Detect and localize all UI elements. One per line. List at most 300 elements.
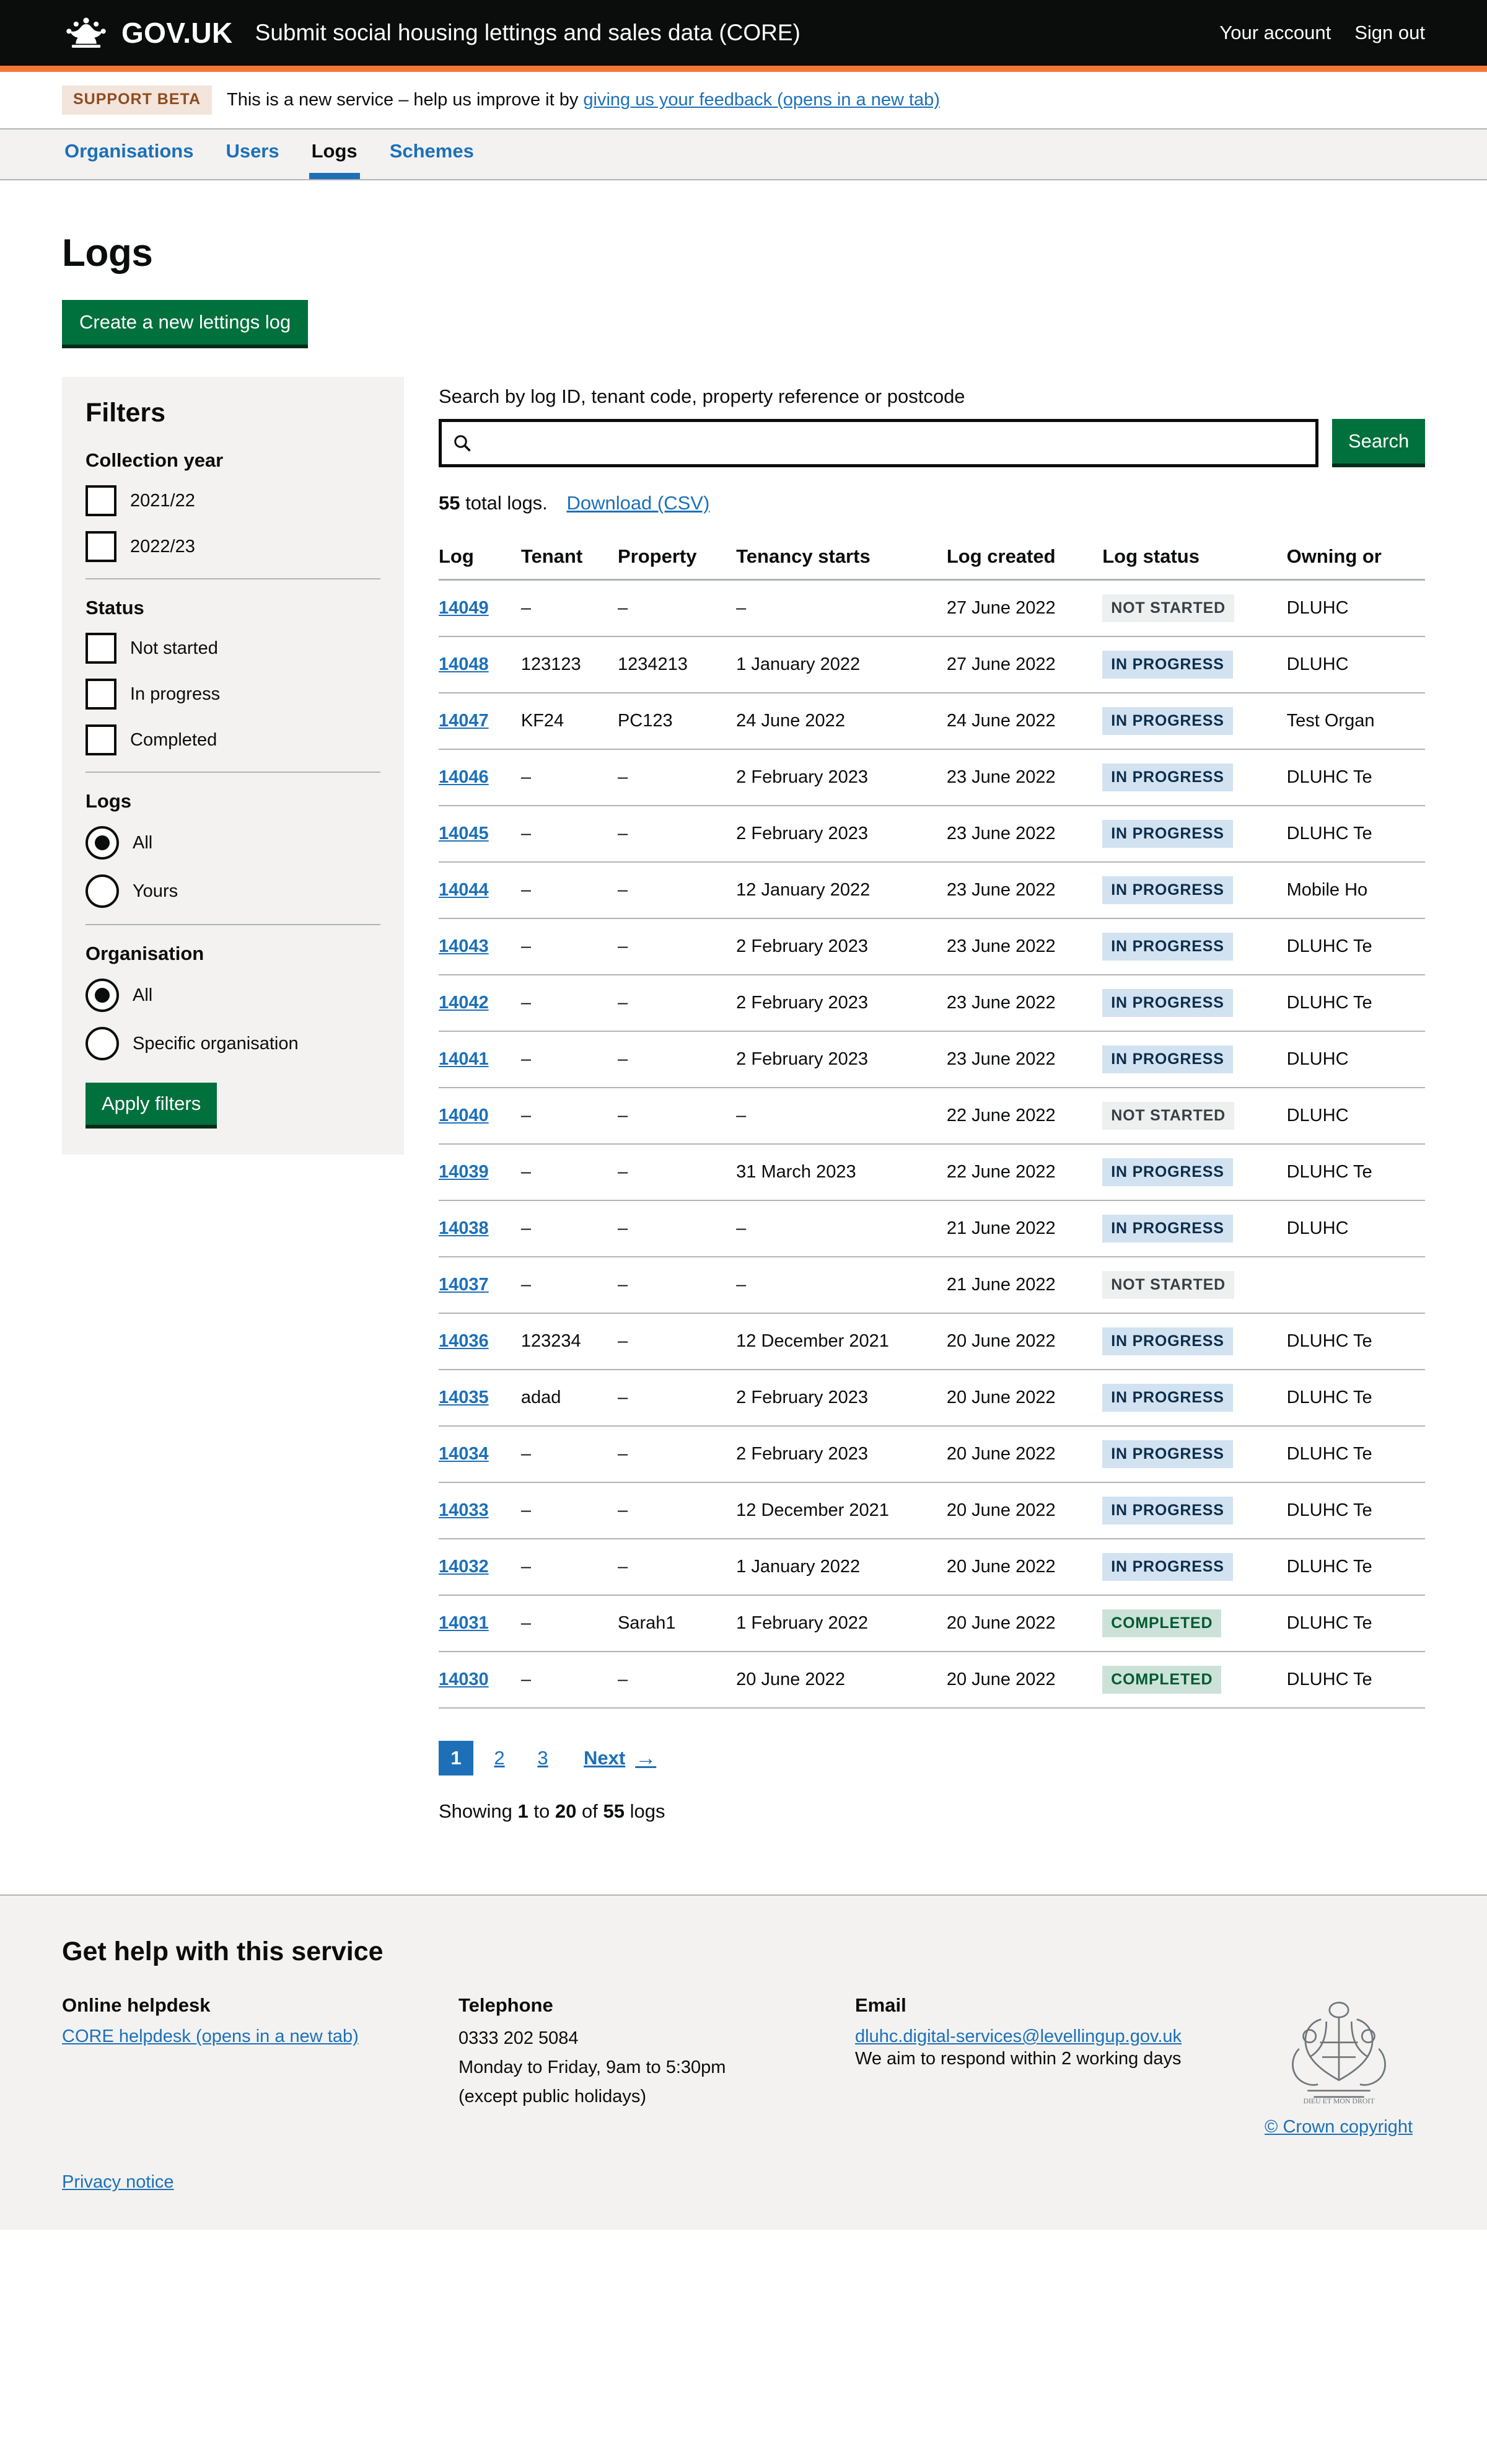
status-badge: IN PROGRESS: [1102, 1158, 1232, 1186]
filter-organisation-all[interactable]: [86, 979, 380, 1012]
cell-property: –: [618, 975, 736, 1031]
cell-log-id: [439, 693, 521, 749]
service-name: Submit social housing lettings and sales data (CORE): [255, 20, 801, 45]
pagination-page-3[interactable]: 3: [537, 1747, 548, 1769]
cell-log-status: [1102, 1200, 1286, 1257]
cell-log-created: 21 June 2022: [947, 1257, 1102, 1313]
cell-log-created: 20 June 2022: [947, 1595, 1102, 1652]
cell-log-id: [439, 580, 521, 637]
apply-filters-button[interactable]: Apply filters: [86, 1083, 217, 1129]
column-header-log-created: Log created: [947, 537, 1102, 580]
table-row: [439, 749, 1425, 806]
total-logs-count: 55: [439, 492, 460, 514]
phase-banner-message: This is a new service – help us improve it by: [227, 90, 579, 110]
cell-tenant: KF24: [521, 693, 618, 749]
cell-log-status: [1102, 749, 1286, 806]
cell-log-created: 20 June 2022: [947, 1482, 1102, 1539]
cell-tenancy-starts: 12 December 2021: [736, 1313, 947, 1370]
cell-tenant: –: [521, 918, 618, 975]
govuk-header: [0, 0, 1487, 66]
email-address-link[interactable]: dluhc.digital-services@levellingup.gov.uk: [855, 2026, 1182, 2046]
checkbox-icon[interactable]: [86, 531, 116, 562]
filter-option-label: In progress: [130, 684, 221, 704]
cell-log-id: [439, 918, 521, 975]
phase-tag: SUPPORT BETA: [62, 86, 212, 115]
status-badge: IN PROGRESS: [1102, 651, 1232, 679]
cell-log-status: [1102, 1595, 1286, 1652]
cell-log-created: 23 June 2022: [947, 862, 1102, 918]
footer-columns: [62, 1994, 1425, 2137]
filter-option-label: Yours: [133, 881, 178, 901]
cell-property: –: [618, 918, 736, 975]
log-id-link[interactable]: 14031: [439, 1613, 489, 1633]
cell-property: –: [618, 1257, 736, 1313]
cell-tenant: –: [521, 1426, 618, 1482]
telephone-note: (except public holidays): [458, 2087, 647, 2107]
cell-log-status: [1102, 1370, 1286, 1426]
column-header-log: Log: [439, 537, 521, 580]
cell-tenancy-starts: 12 January 2022: [736, 862, 947, 918]
filter-logs-all[interactable]: [86, 826, 380, 860]
table-row: [439, 1370, 1425, 1426]
log-id-link[interactable]: 14046: [439, 767, 489, 787]
log-id-link[interactable]: 14044: [439, 880, 489, 900]
total-logs-text: total logs.: [465, 492, 548, 514]
filter-option-label: All: [133, 832, 153, 853]
status-badge: IN PROGRESS: [1102, 763, 1232, 791]
your-account-link[interactable]: Your account: [1219, 22, 1331, 43]
phase-banner-text: [227, 90, 940, 110]
radio-icon[interactable]: [86, 826, 119, 860]
log-id-link[interactable]: 14041: [439, 1049, 489, 1069]
privacy-notice-link[interactable]: Privacy notice: [62, 2172, 174, 2192]
cell-tenant: 123234: [521, 1313, 618, 1370]
cell-property: –: [618, 1144, 736, 1200]
cell-tenant: –: [521, 1200, 618, 1257]
column-header-property: Property: [618, 537, 736, 580]
core-helpdesk-link[interactable]: CORE helpdesk (opens in a new tab): [62, 2026, 359, 2046]
nav-item-schemes[interactable]: Schemes: [389, 140, 474, 162]
cell-log-created: 24 June 2022: [947, 693, 1102, 749]
table-row: [439, 580, 1425, 637]
cell-owning-organisation: DLUHC: [1287, 1031, 1425, 1088]
table-row: [439, 1144, 1425, 1200]
filter-collection-year-2022-23[interactable]: [86, 531, 380, 562]
cell-log-status: [1102, 1088, 1286, 1144]
cell-tenant: –: [521, 580, 618, 637]
filter-status-title: Status: [86, 597, 144, 618]
search-row: [439, 419, 1425, 467]
pagination-next-label: Next: [584, 1747, 626, 1769]
radio-icon[interactable]: [86, 979, 119, 1012]
cell-log-created: 23 June 2022: [947, 806, 1102, 862]
table-row: [439, 1088, 1425, 1144]
status-badge: IN PROGRESS: [1102, 1384, 1232, 1412]
cell-owning-organisation: Mobile Ho: [1287, 862, 1425, 918]
feedback-link[interactable]: giving us your feedback (opens in a new tab): [583, 90, 940, 110]
cell-tenancy-starts: –: [736, 1257, 947, 1313]
status-badge: IN PROGRESS: [1102, 1497, 1232, 1525]
cell-log-status: [1102, 862, 1286, 918]
cell-owning-organisation: DLUHC Te: [1287, 806, 1425, 862]
filter-organisation-title: Organisation: [86, 943, 204, 964]
table-row: [439, 636, 1425, 693]
cell-owning-organisation: DLUHC: [1287, 636, 1425, 693]
cell-log-created: 22 June 2022: [947, 1088, 1102, 1144]
cell-tenant: –: [521, 806, 618, 862]
search-icon: [453, 434, 472, 452]
cell-log-created: 23 June 2022: [947, 918, 1102, 975]
cell-property: –: [618, 1088, 736, 1144]
cell-owning-organisation: DLUHC Te: [1287, 1426, 1425, 1482]
status-badge: IN PROGRESS: [1102, 1215, 1232, 1243]
cell-tenancy-starts: 2 February 2023: [736, 806, 947, 862]
table-row: [439, 1482, 1425, 1539]
status-badge: COMPLETED: [1102, 1609, 1221, 1637]
cell-tenancy-starts: 2 February 2023: [736, 749, 947, 806]
cell-property: –: [618, 806, 736, 862]
cell-log-created: 23 June 2022: [947, 749, 1102, 806]
content-columns: [62, 377, 1425, 1876]
cell-owning-organisation: DLUHC: [1287, 580, 1425, 637]
cell-log-status: [1102, 1426, 1286, 1482]
cell-log-id: [439, 636, 521, 693]
cell-log-created: 23 June 2022: [947, 1031, 1102, 1088]
table-row: [439, 806, 1425, 862]
showing-to: 20: [555, 1800, 577, 1822]
nav-item-logs[interactable]: Logs: [309, 130, 360, 179]
status-badge: IN PROGRESS: [1102, 707, 1232, 735]
cell-tenancy-starts: 24 June 2022: [736, 693, 947, 749]
search-label: Search by log ID, tenant code, property reference or postcode: [439, 385, 965, 407]
cell-property: 1234213: [618, 636, 736, 693]
showing-summary: [439, 1800, 1425, 1823]
create-new-lettings-log-button[interactable]: Create a new lettings log: [62, 300, 308, 348]
table-row: [439, 918, 1425, 975]
table-row: [439, 1652, 1425, 1708]
cell-tenant: –: [521, 975, 618, 1031]
log-id-link[interactable]: 14030: [439, 1670, 489, 1689]
sign-out-link[interactable]: Sign out: [1354, 22, 1425, 43]
footer: [0, 1894, 1487, 2230]
radio-icon[interactable]: [86, 1027, 119, 1060]
pagination-page-1[interactable]: 1: [439, 1741, 473, 1775]
table-row: [439, 1313, 1425, 1370]
filter-status-not-started[interactable]: [86, 633, 380, 664]
filter-collection-year-2021-22[interactable]: [86, 485, 380, 516]
cell-tenant: –: [521, 1088, 618, 1144]
showing-total: 55: [603, 1800, 625, 1822]
log-id-link[interactable]: 14042: [439, 993, 489, 1013]
filter-logs-title: Logs: [86, 790, 132, 812]
cell-tenancy-starts: 2 February 2023: [736, 1426, 947, 1482]
page-body: [0, 231, 1487, 1876]
page-title: Logs: [62, 232, 153, 275]
log-id-link[interactable]: 14035: [439, 1388, 489, 1407]
log-id-link[interactable]: 14033: [439, 1500, 489, 1520]
log-id-link[interactable]: 14045: [439, 824, 489, 843]
royal-coat-of-arms-icon: [1274, 1994, 1404, 2110]
results-summary: [439, 492, 1425, 514]
cell-tenancy-starts: 2 February 2023: [736, 918, 947, 975]
showing-prefix: Showing: [439, 1800, 512, 1822]
filter-group-organisation: [86, 943, 380, 1060]
cell-tenancy-starts: 1 February 2022: [736, 1595, 947, 1652]
cell-owning-organisation: DLUHC Te: [1287, 975, 1425, 1031]
cell-log-status: [1102, 636, 1286, 693]
cell-log-id: [439, 1144, 521, 1200]
cell-property: –: [618, 1426, 736, 1482]
cell-tenancy-starts: 1 January 2022: [736, 1539, 947, 1595]
status-badge: NOT STARTED: [1102, 1102, 1234, 1130]
log-id-link[interactable]: 14047: [439, 711, 489, 731]
cell-owning-organisation: DLUHC Te: [1287, 1652, 1425, 1708]
table-row: [439, 1539, 1425, 1595]
cell-tenant: –: [521, 749, 618, 806]
footer-heading: Get help with this service: [62, 1937, 384, 1966]
log-id-link[interactable]: 14040: [439, 1106, 489, 1125]
cell-log-created: 27 June 2022: [947, 636, 1102, 693]
checkbox-icon[interactable]: [86, 485, 116, 516]
footer-col-telephone: [458, 1994, 855, 2137]
pagination: [439, 1741, 1425, 1775]
cell-log-created: 21 June 2022: [947, 1200, 1102, 1257]
cell-log-status: [1102, 918, 1286, 975]
cell-owning-organisation: DLUHC Te: [1287, 1313, 1425, 1370]
cell-tenancy-starts: –: [736, 580, 947, 637]
cell-owning-organisation: DLUHC Te: [1287, 1482, 1425, 1539]
filter-logs-yours[interactable]: [86, 874, 380, 908]
cell-log-status: [1102, 1652, 1286, 1708]
table-row: [439, 1031, 1425, 1088]
log-id-link[interactable]: 14034: [439, 1444, 489, 1464]
logs-table-head: [439, 537, 1425, 580]
cell-log-status: [1102, 1257, 1286, 1313]
cell-tenancy-starts: –: [736, 1200, 947, 1257]
cell-owning-organisation: DLUHC Te: [1287, 1539, 1425, 1595]
log-id-link[interactable]: 14048: [439, 654, 489, 674]
pagination-page-2[interactable]: 2: [494, 1747, 505, 1769]
nav-item-organisations[interactable]: Organisations: [64, 140, 194, 162]
logs-main-content: [439, 377, 1425, 1876]
cell-owning-organisation: Test Organ: [1287, 693, 1425, 749]
cell-log-id: [439, 1539, 521, 1595]
cell-log-id: [439, 1482, 521, 1539]
header-brand[interactable]: [62, 15, 801, 50]
log-id-link[interactable]: 14037: [439, 1275, 489, 1295]
search-input[interactable]: [480, 431, 1304, 455]
cell-log-created: 23 June 2022: [947, 975, 1102, 1031]
cell-log-created: 20 June 2022: [947, 1370, 1102, 1426]
status-badge: IN PROGRESS: [1102, 989, 1232, 1017]
filter-divider: [86, 924, 380, 925]
showing-middle: to: [533, 1800, 550, 1822]
telephone-title: Telephone: [458, 1994, 553, 2016]
cell-log-status: [1102, 1482, 1286, 1539]
cell-tenant: –: [521, 1539, 618, 1595]
crown-copyright-block: [1265, 1994, 1425, 2137]
cell-property: –: [618, 1482, 736, 1539]
download-csv-link[interactable]: Download (CSV): [566, 492, 710, 514]
phase-banner: [0, 72, 1487, 130]
cell-property: –: [618, 580, 736, 637]
cell-log-created: 20 June 2022: [947, 1313, 1102, 1370]
cell-log-status: [1102, 975, 1286, 1031]
nav-item-users[interactable]: Users: [226, 140, 279, 162]
cell-owning-organisation: DLUHC Te: [1287, 749, 1425, 806]
filter-divider: [86, 772, 380, 773]
arrow-right-icon: →: [635, 1746, 657, 1770]
log-id-link[interactable]: 14049: [439, 598, 489, 618]
column-header-owning-organisation: Owning or: [1287, 537, 1425, 580]
logs-table-body: [439, 580, 1425, 1709]
cell-log-id: [439, 1595, 521, 1652]
cell-owning-organisation: DLUHC: [1287, 1200, 1425, 1257]
filter-group-collection-year: [86, 449, 380, 562]
showing-suffix: logs: [629, 1800, 665, 1822]
filter-group-status: [86, 597, 380, 755]
filter-option-label: 2022/23: [130, 536, 195, 557]
cell-property: –: [618, 862, 736, 918]
cell-log-id: [439, 1426, 521, 1482]
cell-log-id: [439, 1257, 521, 1313]
column-header-tenancy-starts: Tenancy starts: [736, 537, 947, 580]
cell-owning-organisation: [1287, 1257, 1425, 1313]
table-row: [439, 693, 1425, 749]
status-badge: IN PROGRESS: [1102, 1440, 1232, 1468]
cell-property: –: [618, 749, 736, 806]
cell-log-id: [439, 862, 521, 918]
filters-heading: Filters: [86, 398, 166, 428]
filter-option-label: All: [133, 985, 153, 1005]
status-badge: IN PROGRESS: [1102, 933, 1232, 961]
cell-log-created: 20 June 2022: [947, 1539, 1102, 1595]
footer-col-email: [855, 1994, 1252, 2137]
log-id-link[interactable]: 14036: [439, 1331, 489, 1351]
crown-icon: [62, 15, 110, 50]
cell-tenancy-starts: 20 June 2022: [736, 1652, 947, 1708]
crown-copyright-link[interactable]: © Crown copyright: [1265, 2117, 1413, 2137]
govuk-logotype: GOV.UK: [121, 17, 233, 49]
filter-option-label: Not started: [130, 638, 218, 658]
cell-tenant: –: [521, 1031, 618, 1088]
telephone-number: 0333 202 5084: [458, 2028, 579, 2048]
cell-tenancy-starts: 1 January 2022: [736, 636, 947, 693]
cell-tenancy-starts: 12 December 2021: [736, 1482, 947, 1539]
search-box[interactable]: [439, 419, 1318, 467]
status-badge: NOT STARTED: [1102, 1271, 1234, 1299]
cell-log-id: [439, 1088, 521, 1144]
cell-log-created: 27 June 2022: [947, 580, 1102, 637]
cell-tenancy-starts: 31 March 2023: [736, 1144, 947, 1200]
pagination-next-button[interactable]: [584, 1746, 656, 1771]
table-row: [439, 975, 1425, 1031]
cell-property: –: [618, 1370, 736, 1426]
radio-icon[interactable]: [86, 874, 119, 908]
cell-tenant: –: [521, 1595, 618, 1652]
filter-status-in-progress[interactable]: [86, 679, 380, 710]
svg-text:DIEU ET MON DROIT: DIEU ET MON DROIT: [1302, 2096, 1375, 2105]
footer-col-online-helpdesk: [62, 1994, 458, 2137]
column-header-log-status: Log status: [1102, 537, 1286, 580]
filters-panel: [62, 377, 404, 1155]
online-helpdesk-title: Online helpdesk: [62, 1994, 211, 2016]
table-row: [439, 1426, 1425, 1482]
table-row: [439, 1200, 1425, 1257]
cell-tenant: adad: [521, 1370, 618, 1426]
status-badge: IN PROGRESS: [1102, 1553, 1232, 1581]
telephone-hours: Monday to Friday, 9am to 5:30pm: [458, 2057, 726, 2078]
cell-log-status: [1102, 580, 1286, 637]
cell-tenant: –: [521, 1482, 618, 1539]
status-badge: COMPLETED: [1102, 1666, 1221, 1694]
cell-log-status: [1102, 1144, 1286, 1200]
cell-log-id: [439, 1313, 521, 1370]
cell-log-id: [439, 1652, 521, 1708]
checkbox-icon[interactable]: [86, 633, 116, 664]
cell-log-id: [439, 806, 521, 862]
privacy-notice-row: [62, 2172, 1425, 2193]
filter-option-label: 2021/22: [130, 490, 195, 511]
log-id-link[interactable]: 14039: [439, 1162, 489, 1182]
cell-log-id: [439, 1031, 521, 1088]
cell-tenant: –: [521, 1144, 618, 1200]
cell-tenancy-starts: –: [736, 1088, 947, 1144]
cell-log-created: 22 June 2022: [947, 1144, 1102, 1200]
cell-log-status: [1102, 806, 1286, 862]
email-note: We aim to respond within 2 working days: [855, 2049, 1182, 2069]
log-id-link[interactable]: 14032: [439, 1557, 489, 1577]
cell-owning-organisation: DLUHC Te: [1287, 1144, 1425, 1200]
cell-tenancy-starts: 2 February 2023: [736, 1370, 947, 1426]
status-badge: IN PROGRESS: [1102, 876, 1232, 904]
cell-property: –: [618, 1200, 736, 1257]
cell-log-status: [1102, 1313, 1286, 1370]
filter-option-label: Specific organisation: [133, 1033, 299, 1054]
cell-log-id: [439, 975, 521, 1031]
showing-of: of: [582, 1800, 598, 1822]
cell-property: PC123: [618, 693, 736, 749]
cell-property: –: [618, 1313, 736, 1370]
cell-property: –: [618, 1539, 736, 1595]
cell-tenant: –: [521, 1257, 618, 1313]
table-row: [439, 862, 1425, 918]
cell-owning-organisation: DLUHC Te: [1287, 1370, 1425, 1426]
checkbox-icon[interactable]: [86, 724, 116, 755]
cell-log-status: [1102, 1031, 1286, 1088]
table-header-row: [439, 537, 1425, 580]
logs-table: [439, 537, 1425, 1709]
cell-log-created: 20 June 2022: [947, 1652, 1102, 1708]
filter-option-label: Completed: [130, 729, 217, 750]
checkbox-icon[interactable]: [86, 679, 116, 710]
cell-tenancy-starts: 2 February 2023: [736, 1031, 947, 1088]
filter-group-logs: [86, 790, 380, 908]
status-badge: IN PROGRESS: [1102, 820, 1232, 848]
cell-property: –: [618, 1652, 736, 1708]
cell-log-id: [439, 1370, 521, 1426]
search-button[interactable]: Search: [1332, 419, 1425, 467]
filter-organisation-specific[interactable]: [86, 1027, 380, 1060]
log-id-link[interactable]: 14043: [439, 936, 489, 956]
status-badge: IN PROGRESS: [1102, 1327, 1232, 1355]
log-id-link[interactable]: 14038: [439, 1218, 489, 1238]
table-row: [439, 1595, 1425, 1652]
filter-status-completed[interactable]: [86, 724, 380, 755]
cell-log-status: [1102, 1539, 1286, 1595]
column-header-tenant: Tenant: [521, 537, 618, 580]
cell-owning-organisation: DLUHC Te: [1287, 1595, 1425, 1652]
